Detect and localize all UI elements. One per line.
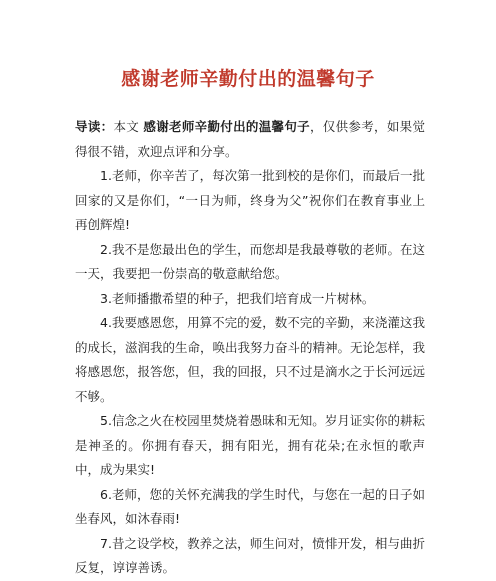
sentence-paragraph-2: 2.我不是您最出色的学生，而您却是我最尊敬的老师。在这一天，我要把一份崇高的敬意献给您。 bbox=[75, 241, 425, 281]
intro-label: 导读： bbox=[75, 119, 114, 134]
sentence-paragraph-1: 1.老师，你辛苦了，每次第一批到校的是你们，而最后一批回家的又是你们，“一日为师，终身为父”祝你们在教育事业上再创辉煌! bbox=[75, 168, 425, 232]
sentence-paragraph-4: 4.我要感恩您，用算不完的爱，数不完的辛勤，来浇灌这我的成长，滋润我的生命，唤出我努力奋斗的精神。无论怎样，我将感恩您，报答您，但，我的回报，只不过是滴水之于长河远远不够。 bbox=[75, 315, 426, 404]
intro-suffix: ，仅供参考，如果觉得很不错，欢迎点评和分享。 bbox=[75, 119, 425, 159]
intro-prefix: 本文 bbox=[113, 119, 144, 134]
sentence-paragraph-3: 3.老师播撒希望的种子，把我们培育成一片树林。 bbox=[100, 290, 375, 306]
document-title: 感谢老师辛勤付出的温馨句子 bbox=[121, 68, 375, 90]
intro-article-title: 感谢老师辛勤付出的温馨句子 bbox=[143, 119, 310, 134]
sentence-paragraph-7: 7.昔之设学校，教养之法，师生问对，愤悱开发，相与曲折反复，谆谆善诱。 bbox=[75, 535, 425, 575]
document-body bbox=[75, 115, 425, 581]
sentence-paragraph-5: 5.信念之火在校园里焚烧着愚昧和无知。岁月证实你的耕耘是神圣的。你拥有春天，拥有阳光，拥有花朵;在永恒的歌声中，成为果实! bbox=[75, 413, 425, 477]
intro-paragraph bbox=[75, 115, 425, 164]
sentence-paragraph-6: 6.老师，您的关怀充满我的学生时代，与您在一起的日子如坐春风，如沐春雨! bbox=[75, 486, 425, 526]
